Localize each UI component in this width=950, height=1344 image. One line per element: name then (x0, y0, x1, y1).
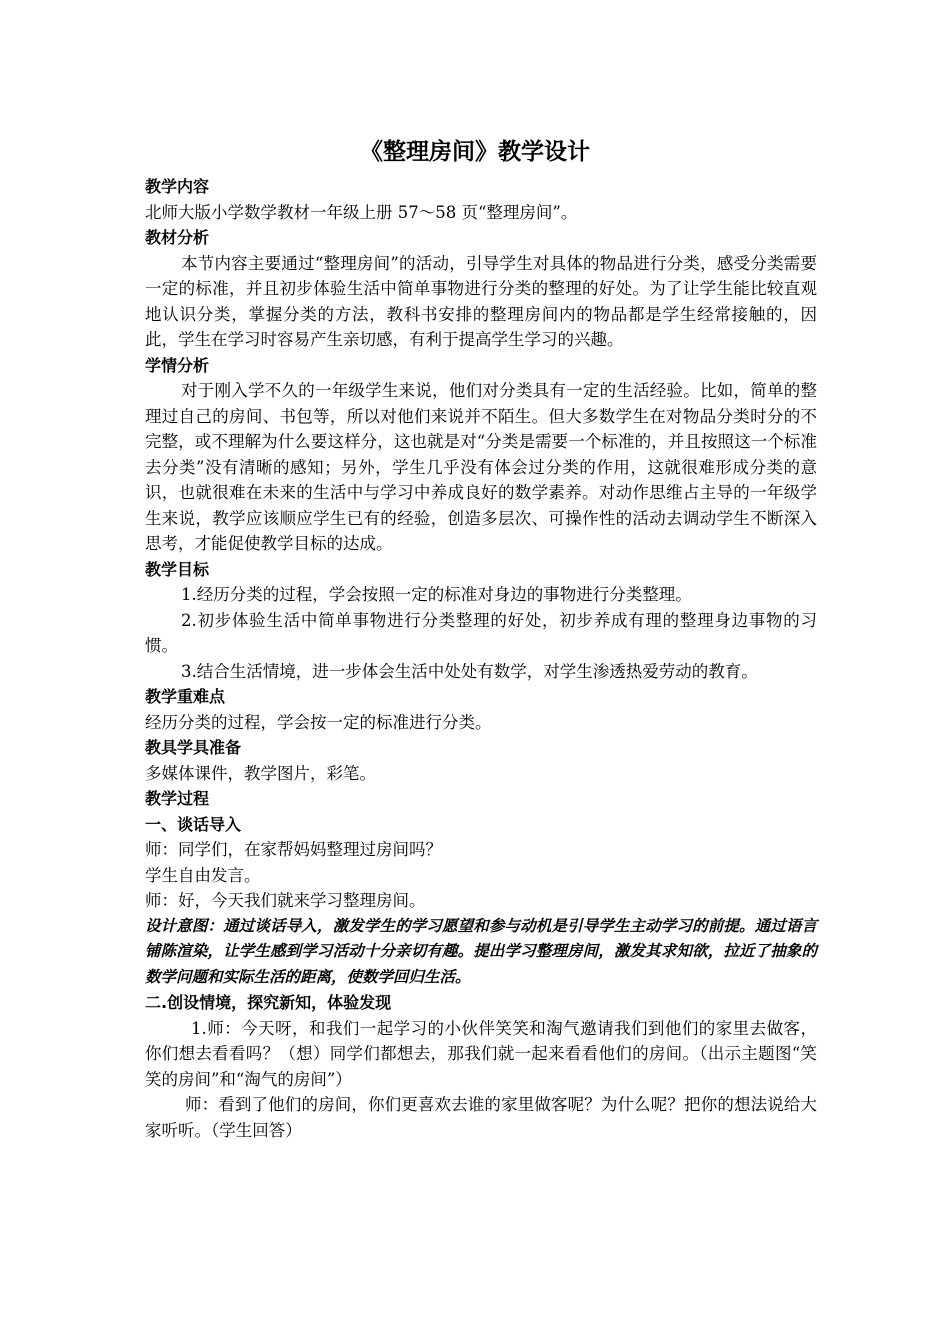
document-body (145, 174, 817, 1143)
heading-teaching-content: 教学内容 (145, 177, 210, 196)
heading-teaching-goals: 教学目标 (145, 559, 210, 579)
heading-step-2: 二.创设情境，探究新知，体验发现 (145, 993, 392, 1012)
goal-item-2: 2.初步体验生活中简单事物进行分类整理的好处，初步养成有理的整理身边事物的习惯。 (145, 610, 817, 655)
paragraph-teaching-content: 北师大版小学数学教材一年级上册 57～58 页“整理房间”。 (145, 202, 578, 222)
paragraph-teaching-tools: 多媒体课件，教学图片，彩笔。 (145, 763, 376, 783)
paragraph-student-analysis: 对于刚入学不久的一年级学生来说，他们对分类具有一定的生活经验。比如，简单的整理过自己的房间、书包等，所以对他们来说并不陌生。但大多数学生在对物品分类时分的不完整，或不理解为什么要这样分，这也就是对“分类是需要一个标准的，并且按照这一个标准去分类”没有清晰的感知；另外，学生几乎没有体会过分类的作用，这就很难形成分类的意识，也就很难在未来的生活中与学习中养成良好的数学素养。对动作思维占主导的一年级学生来说，教学应该顺应学生已有的经验，创造多层次、可操作性的活动去调动学生不断深入思考，才能促使教学目标的达成。 (145, 381, 817, 553)
heading-teaching-process: 教学过程 (145, 789, 210, 808)
step1-line-1: 师：同学们，在家帮妈妈整理过房间吗？ (145, 840, 442, 859)
document-title: 《整理房间》教学设计 (360, 139, 590, 165)
heading-key-points: 教学重难点 (145, 687, 226, 706)
step1-line-2: 学生自由发言。 (145, 865, 261, 885)
step2-paragraph-2: 师：看到了他们的房间，你们更喜欢去谁的家里做客呢？为什么呢？把你的想法说给大家听听。（学生回答） (145, 1095, 817, 1140)
goal-item-1: 1.经历分类的过程，学会按照一定的标准对身边的事物进行分类整理。 (181, 585, 692, 604)
goal-item-3: 3.结合生活情境，进一步体会生活中处处有数学，对学生渗透热爱劳动的教育。 (181, 661, 758, 681)
heading-step-1: 一、谈话导入 (145, 814, 242, 834)
heading-teaching-tools: 教具学具准备 (145, 738, 242, 757)
heading-material-analysis: 教材分析 (145, 228, 210, 247)
paragraph-key-points: 经历分类的过程，学会按一定的标准进行分类。 (145, 712, 492, 732)
heading-student-analysis: 学情分析 (145, 355, 210, 375)
paragraph-material-analysis: 本节内容主要通过“整理房间”的活动，引导学生对具体的物品进行分类，感受分类需要一定的标准，并且初步体验生活中简单事物进行分类的整理的好处。为了让学生能比较直观地认识分类，掌握分类的方法，教科书安排的整理房间内的物品都是学生经常接触的，因此，学生在学习时容易产生亲切感，有利于提高学生学习的兴趣。 (145, 253, 817, 349)
step2-paragraph-1: 1.师：今天呀，和我们一起学习的小伙伴笑笑和淘气邀请我们到他们的家里去做客，你们想去看看吗？（想）同学们都想去，那我们就一起来看看他们的房间。（出示主题图“笑笑的房间”和“淘气的房间”） (145, 1018, 817, 1089)
step1-design-intent: 设计意图：通过谈话导入，激发学生的学习愿望和参与动机是引导学生主动学习的前提。通过语言铺陈渲染，让学生感到学习活动十分亲切有趣。提出学习整理房间，激发其求知欲，拉近了抽象的数学问题和实际生活的距离，使数学回归生活。 (145, 916, 817, 986)
step1-line-3: 师：好，今天我们就来学习整理房间。 (145, 891, 426, 910)
